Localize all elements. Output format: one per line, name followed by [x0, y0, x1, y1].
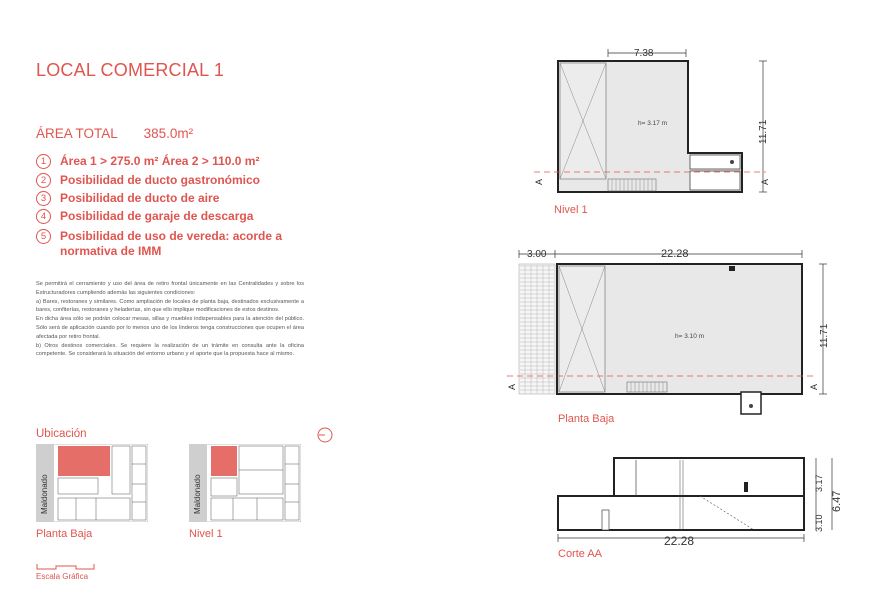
location-caption: Nivel 1 — [189, 528, 223, 540]
location-map-planta-baja — [36, 444, 148, 522]
section-mark: A — [534, 178, 544, 185]
feature-number: 4 — [36, 209, 51, 224]
feature-text: Posibilidad de ducto gastronómico — [60, 173, 261, 187]
feature-item — [36, 173, 290, 188]
plan-caption: Planta Baja — [558, 413, 615, 425]
ubicacion-title: Ubicación — [36, 428, 87, 440]
street-label: Maldonado — [193, 474, 202, 514]
feature-text: Posibilidad de uso de vereda: acorde a normativa de IMM — [60, 229, 283, 258]
area-total-value: 385.0m² — [143, 126, 194, 141]
street-label: Maldonado — [40, 474, 49, 514]
dimension-label: 22.28 — [664, 534, 695, 548]
plan-nivel-1 — [520, 40, 780, 200]
feature-number: 2 — [36, 173, 51, 188]
feature-text: Posibilidad de garaje de descarga — [60, 209, 254, 223]
feature-item — [36, 191, 290, 206]
feature-number: 1 — [36, 154, 51, 169]
feature-number: 5 — [36, 229, 51, 244]
dimension-label: 6.47 — [831, 490, 843, 512]
height-label: h= 3.17 m — [638, 120, 668, 127]
feature-text: Área 1 > 275.0 m² Área 2 > 110.0 m² — [60, 154, 260, 168]
dimension-label: 11.71 — [758, 119, 769, 144]
plan-caption: Nivel 1 — [554, 204, 588, 216]
area-total-label: ÁREA TOTAL — [36, 126, 118, 141]
feature-number: 3 — [36, 191, 51, 206]
dimension-label: 3.00 — [527, 249, 547, 260]
feature-item — [36, 209, 290, 224]
area-total — [36, 126, 215, 141]
section-mark: A — [809, 383, 819, 390]
dimension-label: 7.38 — [634, 48, 654, 59]
dimension-label: 22.28 — [661, 248, 689, 260]
height-label: h= 3.10 m — [675, 333, 705, 340]
note-paragraph: a) Bares, restoranes y similares. Como ampliación de locales de planta baja, destinados exclusivamente a bares, confiterías, restoranes y heladerías, sin que ello implique modificaciones de estos destinos. — [36, 298, 304, 314]
feature-text: Posibilidad de ducto de aire — [60, 191, 220, 205]
feature-item — [36, 154, 290, 169]
dimension-label: 3.17 — [814, 474, 824, 492]
section-caption: Corte AA — [558, 548, 603, 560]
compass-icon — [316, 426, 334, 444]
scale-bar — [36, 563, 96, 571]
page-title: LOCAL COMERCIAL 1 — [36, 60, 225, 80]
dimension-label: 11.71 — [819, 323, 830, 348]
section-mark: A — [760, 178, 770, 185]
note-paragraph: b) Otros destinos comerciales. Se requiere la realización de un trámite en consulta ante la oficina competente. Se considerará la situación del entorno urbano y el aporte que la propuesta hace al mismo. — [36, 342, 304, 358]
regulation-notes — [36, 280, 304, 359]
section-mark: A — [507, 383, 517, 390]
scale-label: Escala Gráfica — [36, 572, 89, 581]
dimension-label: 3.10 — [814, 514, 824, 532]
note-paragraph: En dicha área sólo se podrán colocar mesas, sillas y muebles indispensables para la atención del público. Sólo será de aplicación cuando por lo menos uno de los linderos tenga construcciones que ocupen el área afectada por retiro frontal. — [36, 316, 304, 340]
section-corte-aa — [540, 452, 860, 552]
location-map-nivel-1 — [189, 444, 301, 522]
note-paragraph: Se permitirá el cerramiento y uso del área de retiro frontal únicamente en las Centralidades y sobre los Estructuradores cumpliendo además las siguientes condiciones: — [36, 281, 304, 296]
feature-item — [36, 229, 290, 259]
plan-planta-baja — [505, 244, 845, 420]
location-caption: Planta Baja — [36, 528, 93, 540]
